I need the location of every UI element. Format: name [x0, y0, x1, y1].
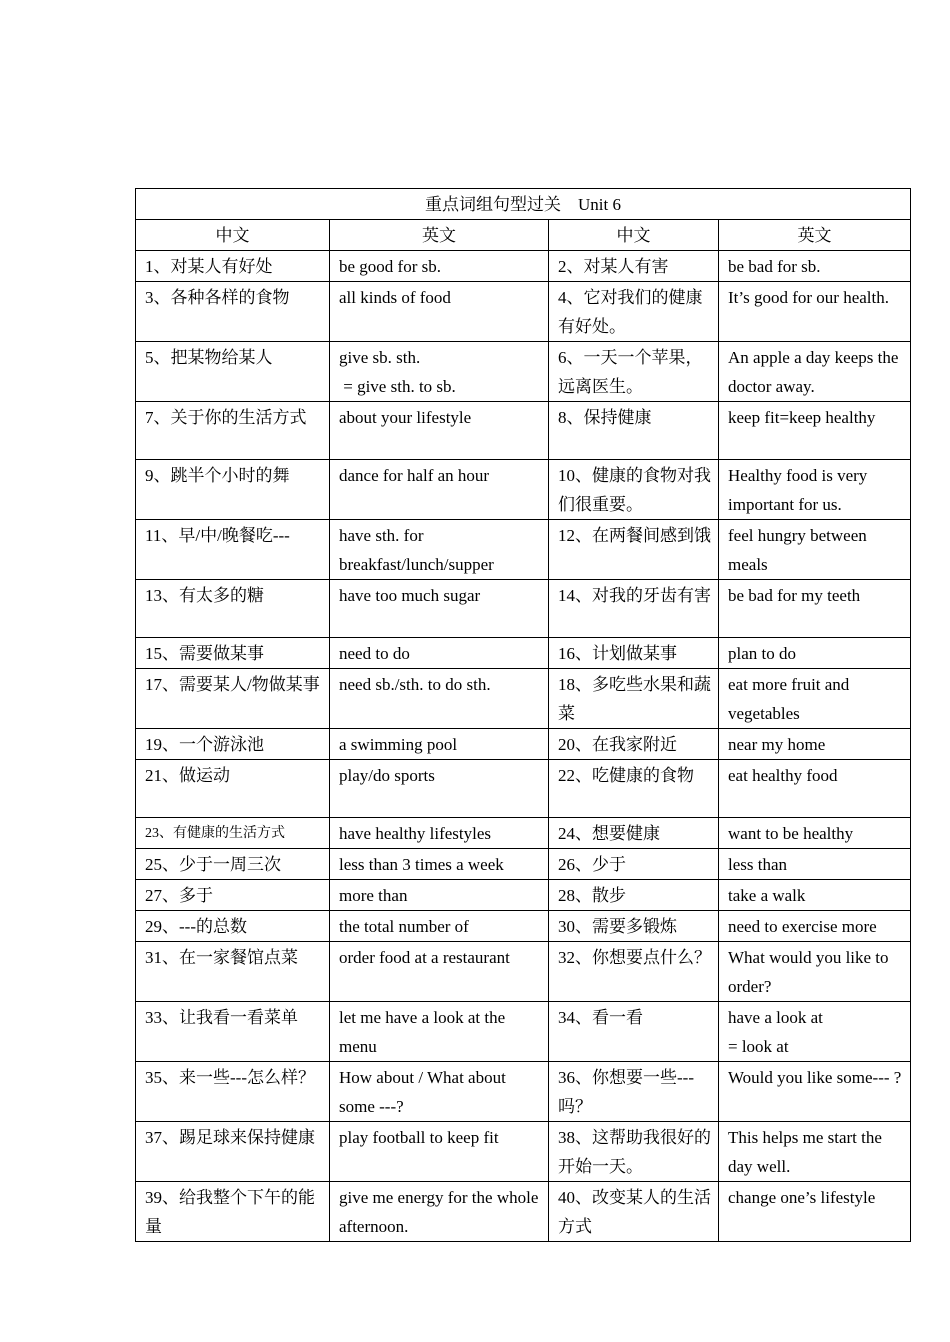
chinese-phrase: 29、---的总数	[136, 911, 330, 942]
chinese-phrase: 31、在一家餐馆点菜	[136, 942, 330, 1002]
table-row	[136, 580, 911, 638]
chinese-phrase: 35、来一些---怎么样？	[136, 1062, 330, 1122]
chinese-phrase: 20、在我家附近	[549, 729, 719, 760]
english-phrase: take a walk	[719, 880, 911, 911]
english-phrase: want to be healthy	[719, 818, 911, 849]
english-phrase: less than 3 times a week	[330, 849, 549, 880]
chinese-phrase: 40、改变某人的生活方式	[549, 1182, 719, 1242]
table-title: 重点词组句型过关 Unit 6	[136, 189, 911, 220]
chinese-phrase: 13、有太多的糖	[136, 580, 330, 638]
english-phrase: have sth. for breakfast/lunch/supper	[330, 520, 549, 580]
english-phrase: eat more fruit and vegetables	[719, 669, 911, 729]
table-row	[136, 1002, 911, 1062]
english-phrase: feel hungry between meals	[719, 520, 911, 580]
header-english-1: 英文	[330, 220, 549, 251]
table-row	[136, 818, 911, 849]
title-row	[136, 189, 911, 220]
table-row	[136, 1182, 911, 1242]
table-row	[136, 849, 911, 880]
english-phrase: keep fit=keep healthy	[719, 402, 911, 460]
vocab-table	[135, 188, 911, 1242]
english-phrase: Healthy food is very important for us.	[719, 460, 911, 520]
english-phrase: the total number of	[330, 911, 549, 942]
header-chinese-1: 中文	[136, 220, 330, 251]
table-row	[136, 729, 911, 760]
english-phrase: need sb./sth. to do sth.	[330, 669, 549, 729]
chinese-phrase: 17、需要某人/物做某事	[136, 669, 330, 729]
chinese-phrase: 8、保持健康	[549, 402, 719, 460]
english-phrase: An apple a day keeps the doctor away.	[719, 342, 911, 402]
english-phrase: How about / What about some ---?	[330, 1062, 549, 1122]
english-phrase: It’s good for our health.	[719, 282, 911, 342]
english-phrase: give me energy for the whole afternoon.	[330, 1182, 549, 1242]
english-phrase: a swimming pool	[330, 729, 549, 760]
english-phrase: order food at a restaurant	[330, 942, 549, 1002]
english-phrase: have too much sugar	[330, 580, 549, 638]
chinese-phrase: 16、计划做某事	[549, 638, 719, 669]
chinese-phrase: 22、吃健康的食物	[549, 760, 719, 818]
chinese-phrase: 11、早/中/晚餐吃---	[136, 520, 330, 580]
english-phrase: need to exercise more	[719, 911, 911, 942]
chinese-phrase: 9、跳半个小时的舞	[136, 460, 330, 520]
english-phrase: need to do	[330, 638, 549, 669]
chinese-phrase: 38、这帮助我很好的开始一天。	[549, 1122, 719, 1182]
chinese-phrase: 6、一天一个苹果，远离医生。	[549, 342, 719, 402]
english-phrase: This helps me start the day well.	[719, 1122, 911, 1182]
english-phrase: all kinds of food	[330, 282, 549, 342]
chinese-phrase: 30、需要多锻炼	[549, 911, 719, 942]
english-phrase: let me have a look at the menu	[330, 1002, 549, 1062]
chinese-phrase: 4、它对我们的健康有好处。	[549, 282, 719, 342]
table-row	[136, 911, 911, 942]
english-phrase: more than	[330, 880, 549, 911]
english-phrase: have healthy lifestyles	[330, 818, 549, 849]
table-row	[136, 251, 911, 282]
chinese-phrase: 24、想要健康	[549, 818, 719, 849]
english-phrase: change one’s lifestyle	[719, 1182, 911, 1242]
table-row	[136, 1062, 911, 1122]
english-phrase: less than	[719, 849, 911, 880]
chinese-phrase: 36、你想要一些---吗？	[549, 1062, 719, 1122]
english-phrase: What would you like to order?	[719, 942, 911, 1002]
chinese-phrase: 1、对某人有好处	[136, 251, 330, 282]
header-row	[136, 220, 911, 251]
chinese-phrase: 27、多于	[136, 880, 330, 911]
chinese-phrase: 33、让我看一看菜单	[136, 1002, 330, 1062]
chinese-phrase: 15、需要做某事	[136, 638, 330, 669]
chinese-phrase: 5、把某物给某人	[136, 342, 330, 402]
table-row	[136, 520, 911, 580]
english-phrase: Would you like some--- ?	[719, 1062, 911, 1122]
chinese-phrase: 39、给我整个下午的能量	[136, 1182, 330, 1242]
chinese-phrase: 37、踢足球来保持健康	[136, 1122, 330, 1182]
chinese-phrase: 26、少于	[549, 849, 719, 880]
table-row	[136, 1122, 911, 1182]
chinese-phrase: 14、对我的牙齿有害	[549, 580, 719, 638]
chinese-phrase: 12、在两餐间感到饿	[549, 520, 719, 580]
table-row	[136, 942, 911, 1002]
table-row	[136, 342, 911, 402]
english-phrase: play/do sports	[330, 760, 549, 818]
english-phrase: be bad for my teeth	[719, 580, 911, 638]
table-row	[136, 402, 911, 460]
chinese-phrase: 23、有健康的生活方式	[136, 818, 330, 849]
english-phrase: dance for half an hour	[330, 460, 549, 520]
chinese-phrase: 28、散步	[549, 880, 719, 911]
english-phrase: eat healthy food	[719, 760, 911, 818]
english-phrase: have a look at = look at	[719, 1002, 911, 1062]
english-phrase: give sb. sth. = give sth. to sb.	[330, 342, 549, 402]
chinese-phrase: 18、多吃些水果和蔬菜	[549, 669, 719, 729]
table-row	[136, 880, 911, 911]
english-phrase: play football to keep fit	[330, 1122, 549, 1182]
table-row	[136, 669, 911, 729]
table-row	[136, 638, 911, 669]
english-phrase: about your lifestyle	[330, 402, 549, 460]
english-phrase: near my home	[719, 729, 911, 760]
table-row	[136, 282, 911, 342]
chinese-phrase: 32、你想要点什么？	[549, 942, 719, 1002]
english-phrase: be bad for sb.	[719, 251, 911, 282]
chinese-phrase: 3、各种各样的食物	[136, 282, 330, 342]
chinese-phrase: 10、健康的食物对我们很重要。	[549, 460, 719, 520]
english-phrase: be good for sb.	[330, 251, 549, 282]
chinese-phrase: 34、看一看	[549, 1002, 719, 1062]
header-chinese-2: 中文	[549, 220, 719, 251]
chinese-phrase: 19、一个游泳池	[136, 729, 330, 760]
chinese-phrase: 25、少于一周三次	[136, 849, 330, 880]
table-row	[136, 460, 911, 520]
header-english-2: 英文	[719, 220, 911, 251]
english-phrase: plan to do	[719, 638, 911, 669]
chinese-phrase: 21、做运动	[136, 760, 330, 818]
chinese-phrase: 7、关于你的生活方式	[136, 402, 330, 460]
table-row	[136, 760, 911, 818]
chinese-phrase: 2、对某人有害	[549, 251, 719, 282]
